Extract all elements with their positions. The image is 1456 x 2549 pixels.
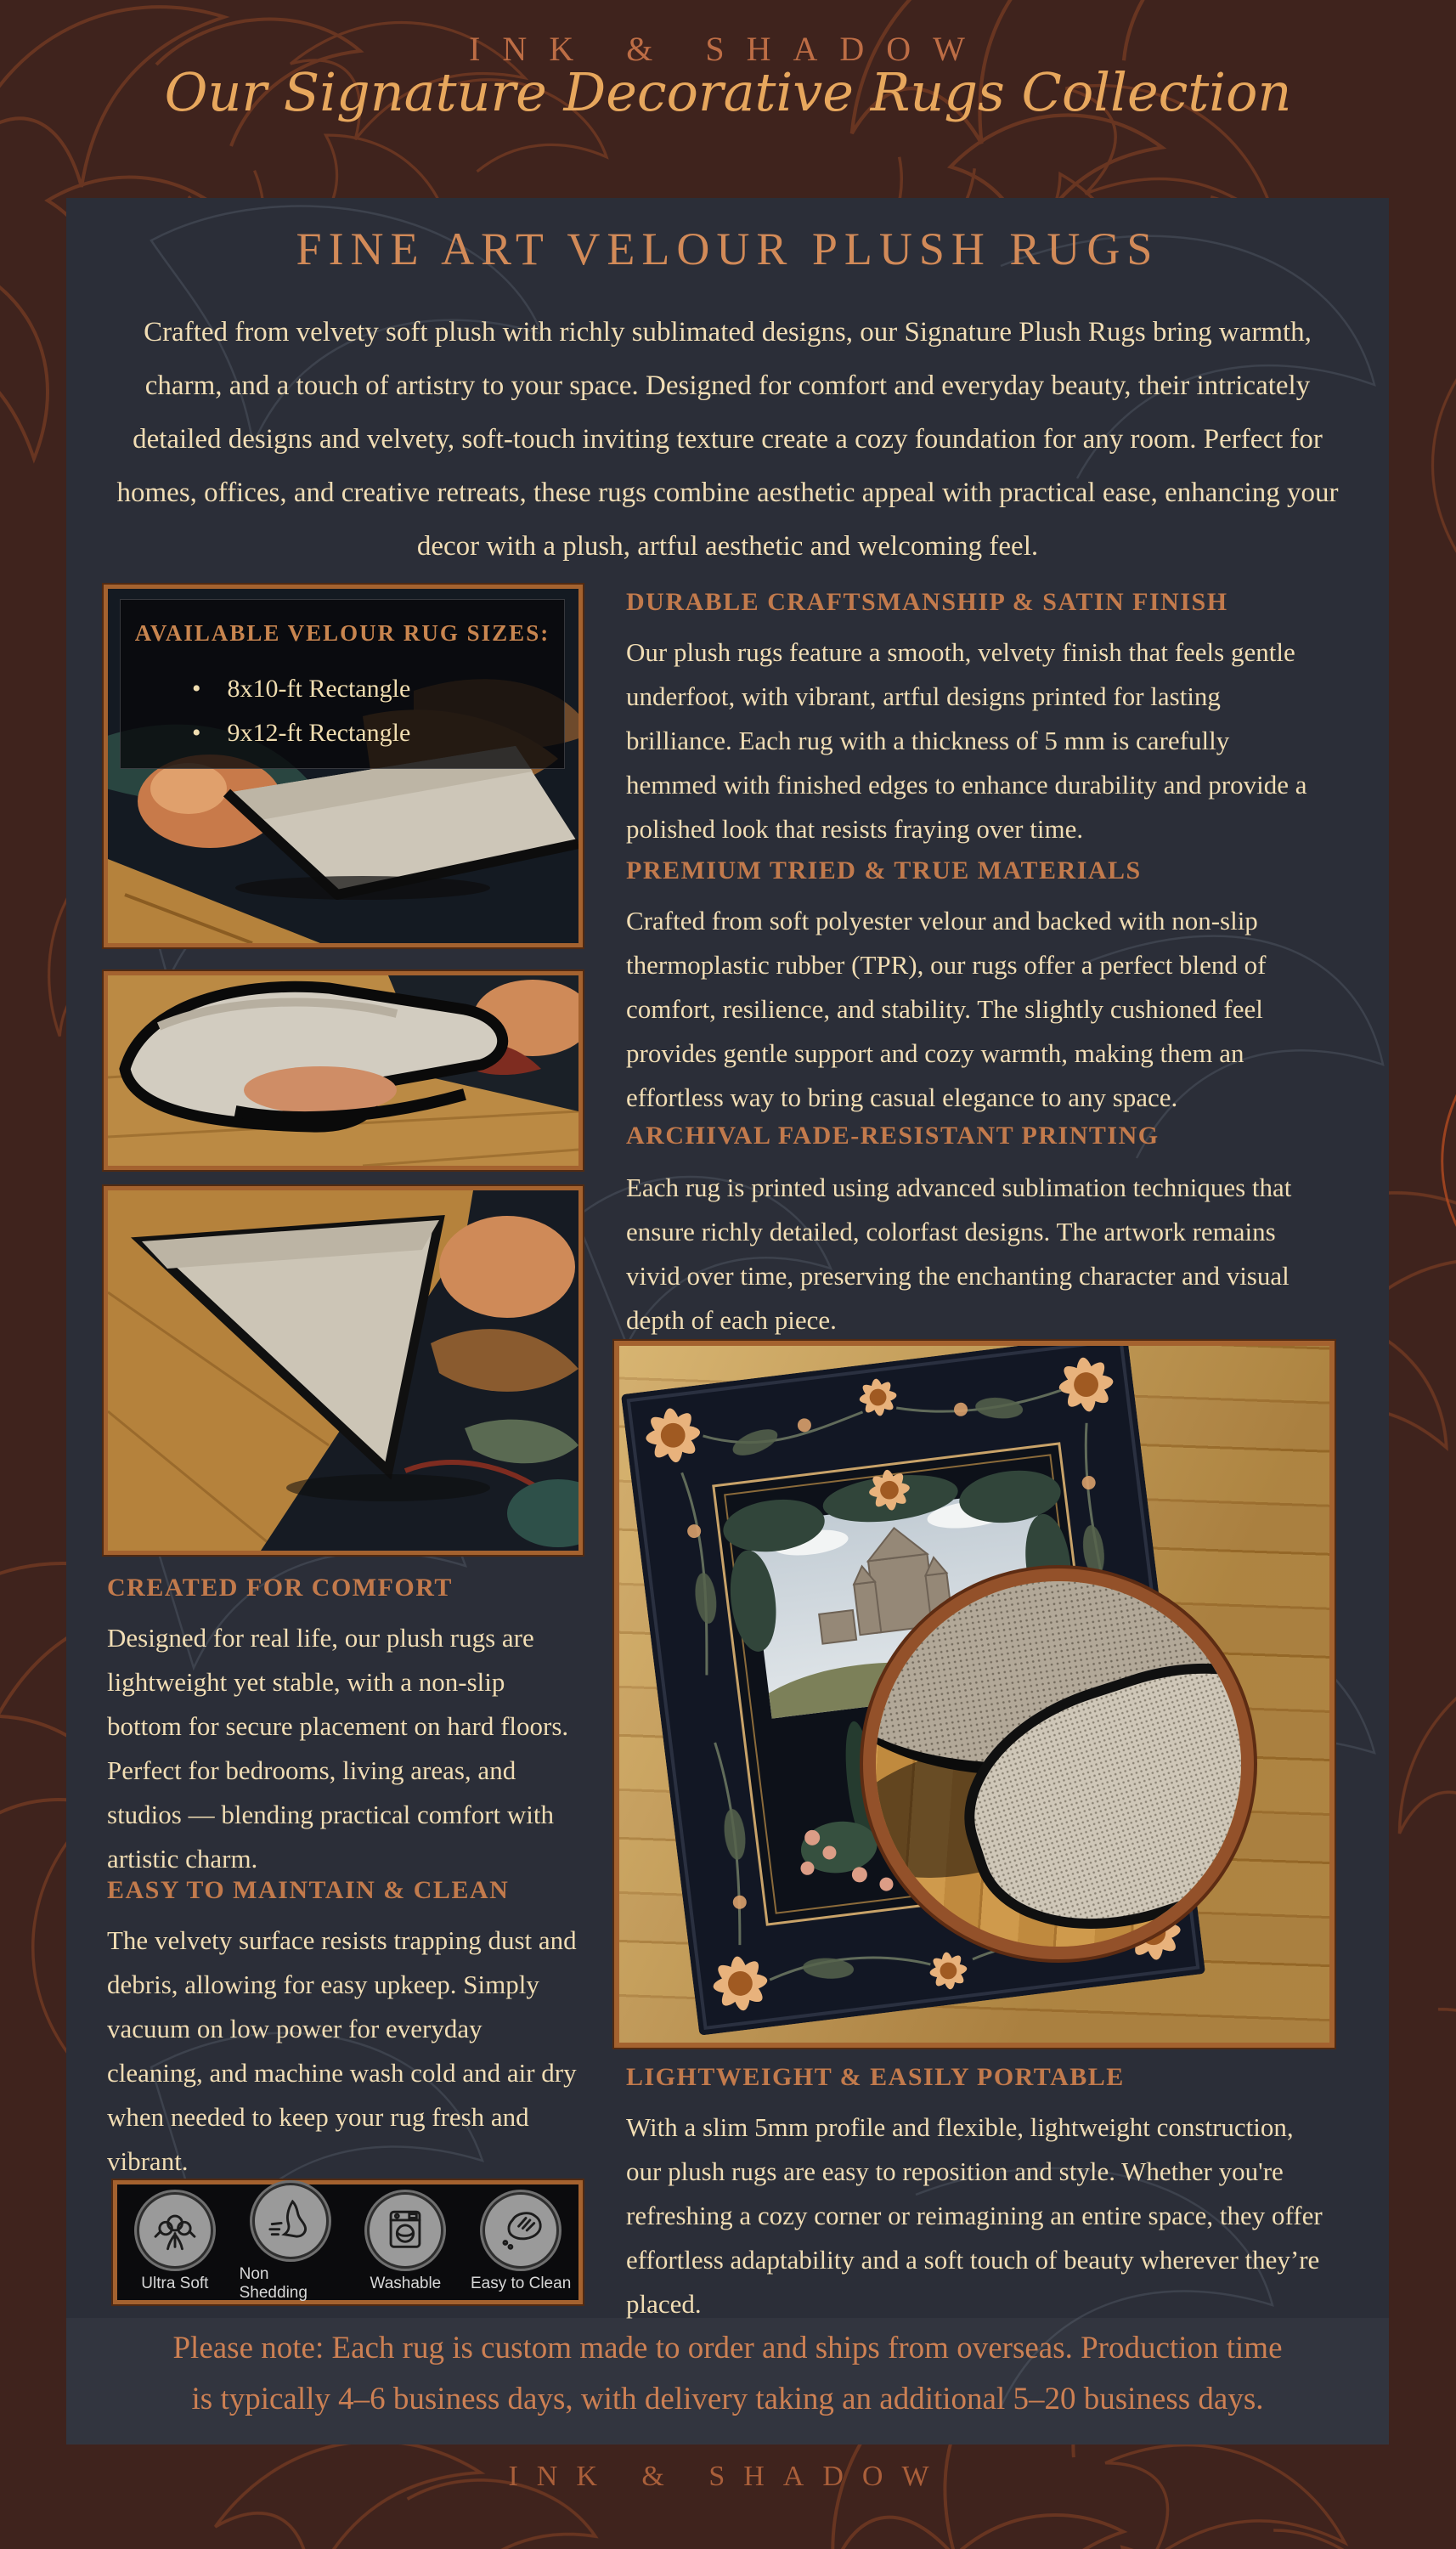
section-body-comfort: Designed for real life, our plush rugs are lightweight yet stable, with a non-slip bottom for secure placement on hard floors. Perfect for bedrooms, living areas, and studios — blending practical comfort with artistic charm. <box>107 1623 569 1874</box>
badge-easy-clean <box>470 2192 572 2293</box>
brand-header: INK & SHADOW <box>469 30 987 68</box>
section-heading-lightweight: LIGHTWEIGHT & EASILY PORTABLE <box>626 2063 1125 2091</box>
feature-badges-box <box>113 2180 583 2304</box>
rug-photo-card-sizes <box>104 585 583 947</box>
sizes-heading: AVAILABLE VELOUR RUG SIZES: <box>134 620 550 646</box>
section-body-printing: Each rug is printed using advanced sublimation techniques that ensure richly detailed, colorfast designs. The artwork remains vivid over time, preserving the enchanting character and visual depth of each piece. <box>626 1173 1292 1335</box>
section-body-durable: Our plush rugs feature a smooth, velvety finish that feels gentle underfoot, with vibrant, artful designs printed for lasting brilliance. Each rug with a thickness of 5 mm is carefully hemmed with finished edges to enhance durability and provide a polished look that resists fraying over time. <box>626 637 1307 844</box>
rug-backing-inset-circle <box>863 1568 1254 1959</box>
section-heading-maintain: EASY TO MAINTAIN & CLEAN <box>107 1876 510 1904</box>
collection-tagline: Our Signature Decorative Rugs Collection <box>164 61 1292 123</box>
note-line-1: Please note: Each rug is custom made to order and ships from overseas. Production time <box>172 2331 1283 2365</box>
bullet-icon: • <box>192 675 201 703</box>
sizes-box <box>120 599 565 769</box>
section-heading-printing: ARCHIVAL FADE-RESISTANT PRINTING <box>626 1122 1160 1150</box>
note-line-2: is typically 4–6 business days, with delivery taking an additional 5–20 business days. <box>191 2382 1264 2416</box>
size-item-label: 8x10-ft Rectangle <box>227 675 411 703</box>
badge-label: Non Shedding <box>239 2264 308 2302</box>
bullet-icon: • <box>192 719 201 747</box>
foot-icon <box>252 2183 329 2259</box>
section-heading-comfort: CREATED FOR COMFORT <box>107 1574 453 1602</box>
badge-non-shedding <box>240 2183 341 2303</box>
section-body-materials: Crafted from soft polyester velour and backed with non-slip thermoplastic rubber (TPR), our rugs offer a perfect blend of comfort, resilience, and stability. The slightly cushioned feel provides gentle support and cozy warmth, making them an effortless way to bring casual elegance to any space. <box>626 906 1267 1112</box>
intro-paragraph: Crafted from velvety soft plush with richly sublimated designs, our Signature Plush Rugs bring warmth, charm, and a touch of artistry to your space. Designed for comfort and everyday beauty, their intricately detailed designs and velvety, soft-touch inviting texture create a cozy foundation for any room. Perfect for homes, offices, and creative retreats, these rugs combine aesthetic appeal with practical ease, enhancing your decor with a plush, artful aesthetic and welcoming feel. <box>116 317 1339 562</box>
cotton-icon <box>137 2192 213 2269</box>
section-heading-durable: DURABLE CRAFTSMANSHIP & SATIN FINISH <box>626 588 1228 616</box>
badge-label: Easy to Clean <box>470 2274 572 2292</box>
badge-washable <box>354 2192 456 2293</box>
size-item <box>192 719 410 748</box>
rug-photo-card-corner <box>104 1186 583 1555</box>
size-item <box>192 675 410 704</box>
washing-machine-icon <box>367 2192 443 2269</box>
section-heading-materials: PREMIUM TRIED & TRUE MATERIALS <box>626 856 1142 885</box>
brand-footer: INK & SHADOW <box>508 2461 948 2492</box>
rug-photo-card-fold <box>104 971 583 1170</box>
rug-corner-photo-2 <box>108 975 578 1166</box>
section-body-lightweight: With a slim 5mm profile and flexible, lightweight construction, our plush rugs are easy to reposition and style. Whether you're refreshing a cozy corner or reimagining an entire space, they offer effortless adaptability and a soft touch of beauty wherever they’re placed. <box>626 2112 1323 2319</box>
section-body-maintain: The velvety surface resists trapping dust and debris, allowing for easy upkeep. Simply vacuum on low power for everyday cleaning, and machine wash cold and air dry when needed to keep your rug fresh and vibrant. <box>107 1925 577 2176</box>
size-item-label: 9x12-ft Rectangle <box>227 719 411 747</box>
page-title: FINE ART VELOUR PLUSH RUGS <box>296 223 1160 274</box>
rug-room-photo <box>614 1341 1335 2048</box>
badge-label: Washable <box>370 2274 442 2292</box>
hand-wipe-icon <box>483 2192 559 2269</box>
rug-corner-photo-3 <box>108 1190 578 1551</box>
badge-ultra-soft <box>124 2192 226 2293</box>
badge-label: Ultra Soft <box>141 2274 209 2292</box>
